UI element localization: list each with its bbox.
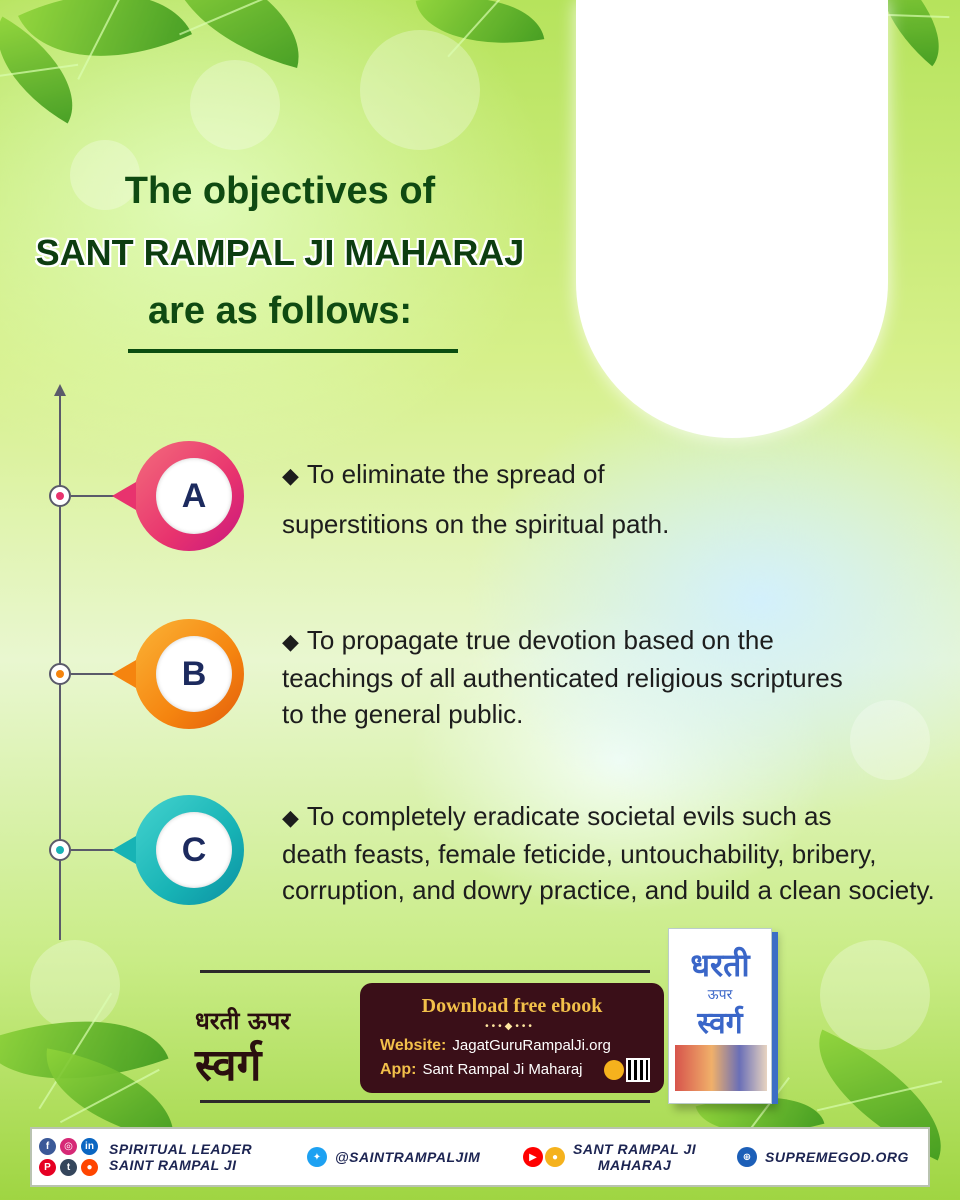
youtube-line-2: MAHARAJ <box>597 1157 672 1173</box>
badge-c <box>134 795 244 905</box>
leader-line-1: SPIRITUAL LEADER <box>109 1141 253 1157</box>
linkedin-icon[interactable]: in <box>81 1138 98 1155</box>
footer-section-leader <box>38 1129 298 1185</box>
website-link[interactable]: JagatGuruRampalJi.org <box>452 1037 611 1054</box>
badge-letter-a: A <box>156 458 232 534</box>
tumblr-icon[interactable]: t <box>60 1159 77 1176</box>
social-footer <box>30 1127 930 1187</box>
objective-a-text <box>282 456 669 542</box>
timeline-node-a <box>49 485 71 507</box>
objective-a-line-1: ◆ To eliminate the spread of <box>282 459 605 489</box>
website-label: Website: <box>380 1037 447 1054</box>
bokeh-decoration <box>30 940 120 1030</box>
objective-c-line-2: death feasts, female feticide, untouchability, bribery, <box>282 839 877 869</box>
book-spine <box>772 932 778 1104</box>
app-name[interactable]: Sant Rampal Ji Maharaj <box>422 1061 583 1078</box>
download-ebook-title: Download free ebook <box>421 995 603 1017</box>
diamond-bullet-icon: ◆ <box>282 463 299 488</box>
footer-website[interactable]: SUPREMEGOD.ORG <box>765 1149 909 1165</box>
website-row[interactable] <box>380 1037 611 1055</box>
objective-c-line-3: corruption, and dowry practice, and build a clean society. <box>282 875 935 905</box>
banner-bottom-rule <box>200 1100 650 1103</box>
book-cover-title-top: धरती <box>690 946 750 984</box>
heading-line-1: The objectives of <box>124 170 436 212</box>
app-label: App: <box>380 1061 417 1078</box>
footer-section-twitter[interactable] <box>306 1129 506 1185</box>
app-logo-icon <box>604 1060 624 1080</box>
leader-line-2: SAINT RAMPAL JI <box>109 1157 237 1173</box>
photo-placeholder-frame <box>576 0 888 438</box>
bokeh-decoration <box>820 940 930 1050</box>
heading-line-2: SANT RAMPAL JI MAHARAJ <box>35 232 525 273</box>
diamond-bullet-icon: ◆ <box>282 629 299 654</box>
objective-c-text <box>282 798 935 908</box>
book-cover-title-bottom: स्वर्ग <box>697 1006 743 1041</box>
timeline-node-b <box>49 663 71 685</box>
twitter-icon[interactable]: ✦ <box>307 1147 327 1167</box>
globe-icon[interactable]: ⊕ <box>737 1147 757 1167</box>
heading-line-3: are as follows: <box>148 290 412 332</box>
app-icon[interactable]: ● <box>545 1147 565 1167</box>
objective-b-line-1: ◆ To propagate true devotion based on the <box>282 625 774 655</box>
decorative-dots: •••◆••• <box>485 1021 535 1032</box>
bokeh-decoration <box>360 30 480 150</box>
book-title-small: धरती ऊपर <box>195 1007 291 1035</box>
objective-b-line-3: to the general public. <box>282 699 524 729</box>
objective-a-line-2: superstitions on the spiritual path. <box>282 509 670 539</box>
pinterest-icon[interactable]: P <box>39 1159 56 1176</box>
bokeh-decoration <box>190 60 280 150</box>
objective-c-line-1: ◆ To completely eradicate societal evils such as <box>282 801 832 831</box>
twitter-handle[interactable]: @SAINTRAMPALJIM <box>335 1149 481 1165</box>
book-cover-illustration <box>675 1045 767 1091</box>
social-icons-grid <box>38 1137 99 1177</box>
facebook-icon[interactable]: f <box>39 1138 56 1155</box>
book-cover <box>668 928 772 1104</box>
book-cover-title-mid: ऊपर <box>707 987 733 1003</box>
badge-letter-b: B <box>156 636 232 712</box>
objective-b-text <box>282 622 843 732</box>
footer-section-youtube[interactable] <box>522 1129 722 1185</box>
leader-text <box>109 1141 252 1173</box>
app-row[interactable] <box>380 1061 583 1079</box>
book-title-big: स्वर्ग <box>195 1040 262 1091</box>
footer-section-website[interactable] <box>736 1129 926 1185</box>
banner-top-rule <box>200 970 650 973</box>
badge-b <box>134 619 244 729</box>
reddit-icon[interactable]: ● <box>81 1159 98 1176</box>
youtube-icon[interactable]: ▶ <box>523 1147 543 1167</box>
book-title-logo <box>195 1004 355 1093</box>
heading-divider <box>128 349 458 353</box>
objective-b-line-2: teachings of all authenticated religious scriptures <box>282 663 843 693</box>
youtube-line-1: SANT RAMPAL JI <box>573 1141 697 1157</box>
instagram-icon[interactable]: ◎ <box>60 1138 77 1155</box>
qr-code-icon[interactable] <box>626 1058 650 1082</box>
bokeh-decoration <box>850 700 930 780</box>
timeline-node-c <box>49 839 71 861</box>
badge-a <box>134 441 244 551</box>
diamond-bullet-icon: ◆ <box>282 805 299 830</box>
badge-letter-c: C <box>156 812 232 888</box>
